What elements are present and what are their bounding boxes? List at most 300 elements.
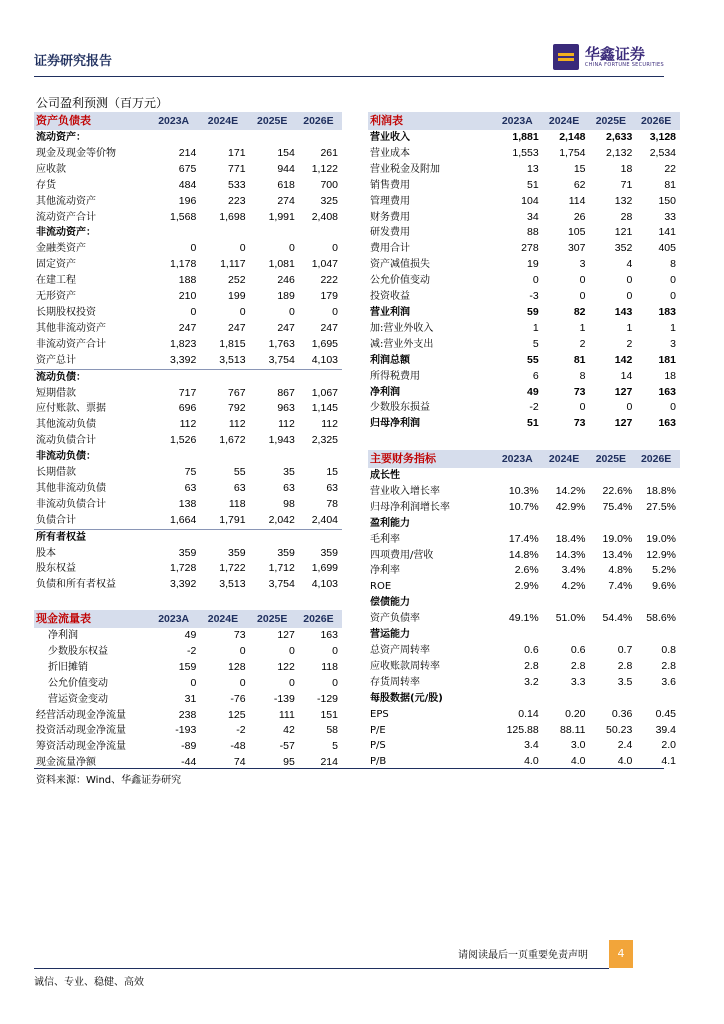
cell-value: 98 [283,497,295,510]
cell-value: 696 [178,402,197,415]
cell-value: 2,534 [649,146,676,159]
cell-value: 675 [178,162,197,175]
row-label: 现金及现金等价物 [36,147,116,159]
cell-value: 18.4% [555,532,586,545]
year-header: 2024E [200,610,249,628]
table-row [34,644,342,660]
cell-value: 163 [658,385,676,398]
cell-value: 867 [277,386,295,399]
cell-value: 132 [614,194,633,207]
cell-value: 15 [573,162,586,175]
row-label: 筹资活动现金净流量 [36,741,126,753]
table-title: 主要财务指标 [368,450,496,468]
cell-value: 31 [184,692,197,705]
row-label: 所有者权益 [34,529,342,545]
cell-value: 2,148 [559,131,586,143]
row-label: 长期股权投资 [36,306,96,318]
row-label: 流动负债： [34,369,342,385]
year-header: 2026E [636,450,680,468]
row-label: 非流动资产： [36,227,96,239]
table-row [34,497,342,513]
cell-value: -48 [230,740,246,753]
cell-value: 63 [326,481,338,494]
cell-value: 151 [320,708,338,721]
cell-value: 3,392 [170,578,197,591]
table-row [368,225,680,241]
cell-value: 1,553 [512,146,539,159]
cell-value: -193 [175,724,197,737]
cell-value: 0.8 [661,643,676,656]
cell-value: 14.2% [555,484,586,497]
cell-value: 13.4% [602,548,633,561]
year-header: 2026E [299,112,342,130]
cell-value: -129 [316,692,338,705]
balance-sheet-table [34,112,342,593]
cell-value: 1,145 [311,402,338,415]
cell-value: 13 [527,162,539,175]
row-label: 非流动资产合计 [36,338,106,350]
company-motto: 诚信、专业、稳健、高效 [34,977,144,988]
cell-value: 15 [326,466,338,479]
cell-value: 3.6 [661,675,676,688]
cell-value: 112 [228,418,246,431]
cell-value: 18 [664,369,676,382]
cell-value: 0 [289,305,295,318]
row-label: ROE [370,581,392,593]
cell-value: 42 [283,724,295,737]
cell-value: 17.4% [508,532,539,545]
cell-value: 7.4% [608,580,633,593]
row-label: 总资产周转率 [370,644,430,656]
cell-value: 0.7 [617,643,633,656]
cell-value: 0 [670,290,676,303]
cell-value: 22 [664,162,676,175]
cell-value: 122 [277,660,295,673]
table-row [368,563,680,579]
cell-value: 3.2 [524,675,539,688]
cell-value: 196 [178,194,197,207]
row-label: 研发费用 [370,227,410,239]
row-label: 短期借款 [36,387,76,399]
year-header: 2023A [151,112,200,130]
cell-value: 75.4% [602,500,633,513]
cell-value: 18 [620,162,633,175]
cell-value: 14 [620,369,633,382]
cell-value: 63 [184,481,197,494]
cell-value: 51 [527,417,539,430]
cell-value: 3,754 [268,353,295,366]
cell-value: 3,513 [219,353,246,366]
row-label: 成长性 [370,470,400,481]
cell-value: 143 [614,305,633,318]
table-row [368,210,680,226]
logo-name-en: CHINA FORTUNE SECURITIES [584,62,664,68]
cell-value: 8 [670,258,676,271]
data-source-note: 资料来源：Wind、华鑫证券研究 [36,775,182,786]
row-label: 投资活动现金净流量 [36,725,126,737]
financial-ratios-table [368,450,680,770]
row-label: P/B [370,756,387,768]
cell-value: 0 [579,401,586,414]
cell-value: 0 [332,644,338,657]
page-header [34,44,664,76]
table-row [368,579,680,595]
cell-value: 27.5% [646,500,676,513]
cell-value: 3.4% [561,564,586,577]
year-header: 2023A [496,112,543,130]
cell-value: 4.1 [661,755,676,768]
cell-value: 2 [579,337,586,350]
cell-value: 127 [614,385,633,398]
cell-value: 1,991 [268,210,295,223]
row-label: 流动资产： [36,132,86,143]
row-label: 股本 [36,547,56,559]
table-row [34,660,342,676]
table-row [368,385,680,401]
cell-value: 35 [283,466,295,479]
row-label: 折旧摊销 [48,661,88,673]
row-label: P/E [370,724,386,736]
row-label: 在建工程 [36,275,76,287]
cell-value: 222 [320,274,338,287]
cell-value: 2.4 [617,739,633,752]
cell-value: 49 [527,385,539,398]
logo-icon [553,44,579,70]
cell-value: 34 [527,210,539,223]
cell-value: 49 [184,629,197,641]
table-row [368,707,680,723]
table-row [34,449,342,465]
row-label: 毛利率 [370,533,400,545]
cell-value: 325 [320,194,338,207]
table-row [34,386,342,402]
table-row [368,723,680,739]
cell-value: 163 [658,417,676,430]
cell-value: 0 [626,274,633,287]
row-label: 其他流动资产 [36,195,96,207]
cell-value: 1,712 [268,562,295,575]
cell-value: 1,122 [311,162,338,175]
cell-value: 81 [664,178,676,191]
cell-value: 4.0 [617,755,633,768]
header-divider [34,76,664,77]
cell-value: -3 [529,290,539,303]
cell-value: 2.9% [514,580,539,593]
table-row [368,675,680,691]
table-row [368,400,680,416]
cell-value: 533 [228,178,246,191]
row-label: 营业利润 [370,306,410,318]
cell-value: 127 [277,629,295,641]
table-row [368,273,680,289]
cell-value: 4,103 [311,578,338,591]
row-label: 归母净利润增长率 [370,501,450,513]
year-header: 2024E [543,112,590,130]
row-label: 营业收入增长率 [370,485,440,497]
cell-value: 252 [228,274,246,287]
cell-value: 0 [332,305,338,318]
table-row [368,321,680,337]
row-label: 资产减值损失 [370,259,430,271]
table-row [368,369,680,385]
row-label: 长期借款 [36,467,76,479]
page-number: 4 [609,940,633,968]
cell-value: 19 [527,258,539,271]
cell-value: 59 [527,305,539,318]
table-row [34,273,342,289]
table-row [368,130,680,146]
cell-value: 121 [614,226,633,239]
cell-value: 1,815 [219,337,246,350]
row-label: 加:营业外收入 [370,322,434,334]
table-caption: 公司盈利预测（百万元） [36,96,169,110]
cell-value: 154 [277,146,295,159]
table-row [368,595,680,611]
table-row [34,321,342,337]
cell-value: 618 [277,178,295,191]
table-row [34,708,342,724]
cell-value: 73 [573,385,586,398]
cell-value: 0 [626,401,633,414]
table-row [368,659,680,675]
cell-value: 1,047 [311,258,338,271]
cell-value: 1,526 [170,434,197,447]
cell-value: 1,943 [268,434,295,447]
table-row [368,500,680,516]
cell-value: 0.14 [518,707,539,720]
cell-value: 63 [233,481,246,494]
table-row [368,627,680,643]
cell-value: 0 [579,290,586,303]
year-header: 2023A [151,610,200,628]
row-label: 营业税金及附加 [370,163,440,175]
cell-value: -89 [181,740,197,753]
cell-value: 0.45 [655,707,676,720]
cell-value: 359 [228,546,246,559]
table-row [34,417,342,433]
row-label: 所得税费用 [370,370,420,382]
cell-value: 4.0 [570,755,586,768]
cell-value: 359 [320,546,338,559]
table-row [34,561,342,577]
cell-value: 484 [178,178,197,191]
table-row [34,162,342,178]
cell-value: 141 [658,226,676,239]
cell-value: 0.36 [611,707,633,720]
report-type-title: 证券研究报告 [34,54,113,69]
cell-value: 2,633 [606,131,633,143]
cell-value: 0 [190,305,197,318]
cell-value: 4.0 [524,755,539,768]
table-title: 现金流量表 [34,610,151,628]
row-label: 营业收入 [370,132,410,143]
cell-value: 963 [277,402,295,415]
cell-value: 14.3% [555,548,586,561]
table-row [34,513,342,529]
table-title: 利润表 [368,112,496,130]
cell-value: 247 [277,321,295,334]
table-row [34,178,342,194]
cell-value: 3,392 [170,353,197,366]
table-title: 资产负债表 [34,112,151,130]
cell-value: 54.4% [602,612,633,625]
row-label: 资产负债率 [370,613,420,625]
table-row [368,548,680,564]
cell-value: 0 [670,274,676,287]
row-label: 四项费用/营收 [370,549,434,561]
table-row [34,723,342,739]
cell-value: 73 [233,629,246,641]
cell-value: 88 [527,226,539,239]
cell-value: 0 [332,242,338,255]
row-label: 金融类资产 [36,243,86,255]
cell-value: 1,823 [170,337,197,350]
cell-value: 22.6% [602,484,633,497]
row-label: 公允价值变动 [48,677,108,689]
row-label: 每股数据(元/股) [370,692,443,704]
row-label: 流动负债合计 [36,435,96,447]
cell-value: 9.6% [652,580,676,593]
cell-value: 247 [228,321,246,334]
cell-value: 1 [579,321,586,334]
cell-value: 125.88 [506,723,539,736]
table-row [34,146,342,162]
cell-value: 1,763 [268,337,295,350]
cell-value: 1 [626,321,633,334]
cell-value: 50.23 [606,723,633,736]
cell-value: 0 [289,676,295,689]
cell-value: 2,408 [311,210,338,223]
table-row [368,337,680,353]
cell-value: 2,132 [606,146,633,159]
cell-value: 63 [283,481,295,494]
cell-value: 3,513 [219,578,246,591]
cell-value: 0 [670,401,676,414]
row-label: 股东权益 [36,563,76,575]
cell-value: 5 [532,337,539,350]
cell-value: 138 [178,497,197,510]
cell-value: 792 [228,402,246,415]
row-label: 资产总计 [36,354,76,366]
cell-value: 1,672 [219,434,246,447]
year-header: 2023A [496,450,543,468]
row-label: 应收款 [36,163,66,175]
cell-value: 1,117 [220,258,246,271]
cell-value: 81 [573,353,586,366]
tables-bottom-divider [34,768,664,769]
cell-value: -139 [273,692,295,705]
table-row [368,468,680,484]
row-label: 存货 [36,179,56,191]
cell-value: 189 [277,290,295,303]
row-label: 其他非流动负债 [36,482,106,494]
row-label: 少数股东权益 [48,645,108,657]
cell-value: 223 [228,194,246,207]
row-label: 非流动负债： [36,451,96,463]
row-label: 非流动负债合计 [36,498,106,510]
cell-value: 125 [228,708,246,721]
cell-value: 0 [626,290,633,303]
cell-value: 2,404 [311,513,338,526]
row-label: 归母净利润 [370,418,420,430]
cell-value: 163 [320,629,338,641]
table-row [34,241,342,257]
cell-value: 944 [277,162,295,175]
cell-value: 118 [228,497,246,510]
cell-value: 1,698 [219,210,246,223]
cell-value: 42.9% [555,500,586,513]
cell-value: 0 [239,242,246,255]
cell-value: 114 [568,194,586,207]
cell-value: 18.8% [646,484,676,497]
cell-value: 1 [670,321,676,334]
cell-value: 1 [532,321,539,334]
row-label: 少数股东损益 [370,402,430,414]
cell-value: 307 [567,242,586,255]
table-row [368,611,680,627]
cell-value: 73 [573,417,586,430]
cell-value: 78 [326,497,338,510]
cell-value: 0.6 [570,643,586,656]
table-row [34,433,342,449]
cell-value: 214 [178,146,197,159]
cell-value: 12.9% [646,548,676,561]
cell-value: 0 [190,676,197,689]
table-row [34,465,342,481]
table-row [34,337,342,353]
cell-value: 246 [277,274,295,287]
row-label: 公允价值变动 [370,275,430,287]
cell-value: 2.8 [524,659,539,672]
row-label: 投资收益 [370,291,410,303]
cell-value: 112 [278,418,295,431]
table-row [34,481,342,497]
year-header: 2025E [250,610,299,628]
cell-value: 359 [178,546,197,559]
cell-value: 405 [658,242,676,255]
cell-value: 111 [278,708,295,721]
cell-value: 0 [289,242,295,255]
table-row [368,738,680,754]
cell-value: 0.20 [565,707,586,720]
row-label: 管理费用 [370,195,410,207]
cell-value: 71 [620,178,633,191]
table-row [34,225,342,241]
cell-value: 19.0% [646,532,676,545]
cell-value: 105 [567,226,586,239]
cell-value: 8 [579,369,586,382]
cell-value: 49.1% [508,612,539,625]
row-label: 减:营业外支出 [370,338,434,350]
cell-value: 19.0% [602,532,633,545]
table-row [34,577,342,593]
cell-value: 1,881 [512,131,539,143]
table-row [34,739,342,755]
cell-value: 95 [283,756,295,769]
cell-value: 0 [239,644,246,657]
cell-value: 0 [332,676,338,689]
cell-value: 278 [521,242,539,255]
cell-value: 2.8 [617,659,633,672]
cell-value: 112 [321,418,338,431]
cell-value: 247 [178,321,197,334]
cell-value: 4,103 [311,353,338,366]
table-row [368,146,680,162]
cell-value: 3 [579,258,586,271]
table-row [368,532,680,548]
cell-value: 128 [228,660,246,673]
cell-value: 2 [626,337,633,350]
